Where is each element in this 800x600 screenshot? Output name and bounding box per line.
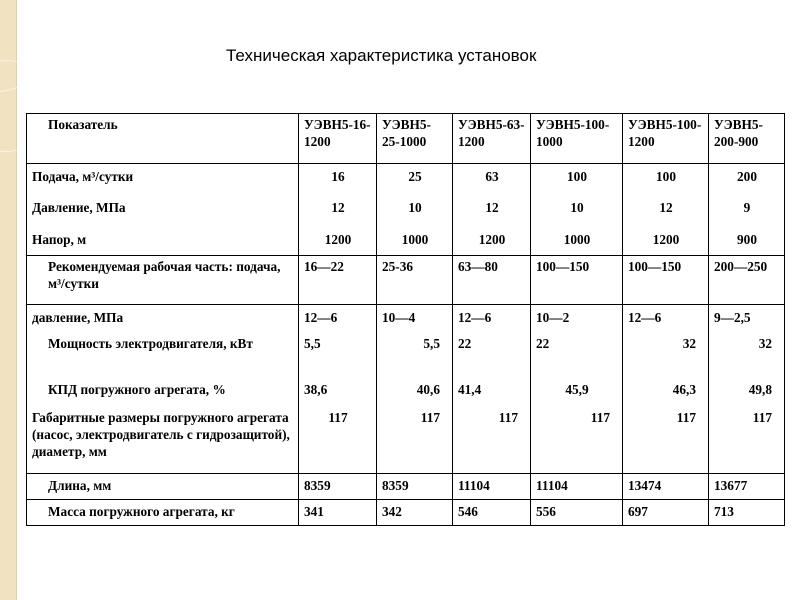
table-cell: 25-36 xyxy=(377,256,453,305)
table-cell: 46,3 xyxy=(623,381,709,405)
table-row xyxy=(27,333,785,381)
table-cell: 10 xyxy=(531,193,623,225)
table-row xyxy=(27,164,785,194)
table-cell: 1200 xyxy=(453,225,531,256)
table-cell: 100 xyxy=(623,164,709,194)
table-cell: 100—150 xyxy=(531,256,623,305)
table-cell: 100 xyxy=(531,164,623,194)
table-cell: 11104 xyxy=(453,474,531,500)
row-label: Рекомендуемая рабочая часть: подача, м³/сутки xyxy=(27,256,299,305)
table-cell: 556 xyxy=(531,500,623,526)
table-cell: 49,8 xyxy=(709,381,785,405)
table-cell: 32 xyxy=(709,333,785,381)
table-cell: 1200 xyxy=(623,225,709,256)
table-cell: 697 xyxy=(623,500,709,526)
page-title: Техническая характеристика установок xyxy=(226,46,537,65)
column-header: Показатель xyxy=(27,114,299,164)
table-cell: 22 xyxy=(453,333,531,381)
table-cell: 41,4 xyxy=(453,381,531,405)
table-cell: 341 xyxy=(299,500,377,526)
row-label: Подача, м³/сутки xyxy=(27,164,299,194)
specification-table xyxy=(26,113,785,526)
row-label: давление, МПа xyxy=(27,305,299,334)
table-cell: 12 xyxy=(453,193,531,225)
table-cell: 38,6 xyxy=(299,381,377,405)
table-cell: 12 xyxy=(299,193,377,225)
table-cell: 5,5 xyxy=(377,333,453,381)
table-cell: 12—6 xyxy=(623,305,709,334)
table-cell: 40,6 xyxy=(377,381,453,405)
table-cell: 117 xyxy=(623,405,709,474)
table-cell: 100—150 xyxy=(623,256,709,305)
table-row xyxy=(27,193,785,225)
table-row xyxy=(27,405,785,474)
table-cell: 16—22 xyxy=(299,256,377,305)
table-cell: 8359 xyxy=(377,474,453,500)
table-cell: 10—2 xyxy=(531,305,623,334)
table-cell: 45,9 xyxy=(531,381,623,405)
table-cell: 900 xyxy=(709,225,785,256)
decorative-sidebar xyxy=(0,0,17,600)
row-label: Мощность электродвигателя, кВт xyxy=(27,333,299,381)
table-cell: 117 xyxy=(377,405,453,474)
table-cell: 117 xyxy=(531,405,623,474)
table-cell: 10—4 xyxy=(377,305,453,334)
table-cell: 12—6 xyxy=(453,305,531,334)
table-row xyxy=(27,500,785,526)
table-row xyxy=(27,256,785,305)
table-header-row xyxy=(27,114,785,164)
table-cell: 1200 xyxy=(299,225,377,256)
table-row xyxy=(27,225,785,256)
table-cell: 546 xyxy=(453,500,531,526)
table-cell: 1000 xyxy=(531,225,623,256)
table-cell: 32 xyxy=(623,333,709,381)
column-header: УЭВН5-100-1000 xyxy=(531,114,623,164)
table-cell: 12—6 xyxy=(299,305,377,334)
table-cell: 117 xyxy=(709,405,785,474)
table-cell: 9—2,5 xyxy=(709,305,785,334)
table-cell: 117 xyxy=(453,405,531,474)
column-header: УЭВН5-25-1000 xyxy=(377,114,453,164)
column-header: УЭВН5-100-1200 xyxy=(623,114,709,164)
table-cell: 13677 xyxy=(709,474,785,500)
table-cell: 12 xyxy=(623,193,709,225)
column-header: УЭВН5-16-1200 xyxy=(299,114,377,164)
row-label: Давление, МПа xyxy=(27,193,299,225)
table-row xyxy=(27,474,785,500)
table-cell: 25 xyxy=(377,164,453,194)
table-cell: 713 xyxy=(709,500,785,526)
table-cell: 9 xyxy=(709,193,785,225)
table-cell: 16 xyxy=(299,164,377,194)
column-header: УЭВН5-200-900 xyxy=(709,114,785,164)
table-cell: 8359 xyxy=(299,474,377,500)
table-cell: 342 xyxy=(377,500,453,526)
table-cell: 5,5 xyxy=(299,333,377,381)
table-row xyxy=(27,381,785,405)
table-cell: 63 xyxy=(453,164,531,194)
table-cell: 22 xyxy=(531,333,623,381)
table-cell: 200—250 xyxy=(709,256,785,305)
table-cell: 200 xyxy=(709,164,785,194)
row-label: КПД погружного агрегата, % xyxy=(27,381,299,405)
table-cell: 1000 xyxy=(377,225,453,256)
table-row xyxy=(27,305,785,334)
table-cell: 13474 xyxy=(623,474,709,500)
table-cell: 11104 xyxy=(531,474,623,500)
row-label: Габаритные размеры погружного агрегата (насос, электродвигатель с гидрозащитой), диаметр, мм xyxy=(27,405,299,474)
column-header: УЭВН5-63-1200 xyxy=(453,114,531,164)
row-label: Напор, м xyxy=(27,225,299,256)
table-cell: 10 xyxy=(377,193,453,225)
table-cell: 117 xyxy=(299,405,377,474)
table-cell: 63—80 xyxy=(453,256,531,305)
row-label: Длина, мм xyxy=(27,474,299,500)
row-label: Масса погружного агрегата, кг xyxy=(27,500,299,526)
